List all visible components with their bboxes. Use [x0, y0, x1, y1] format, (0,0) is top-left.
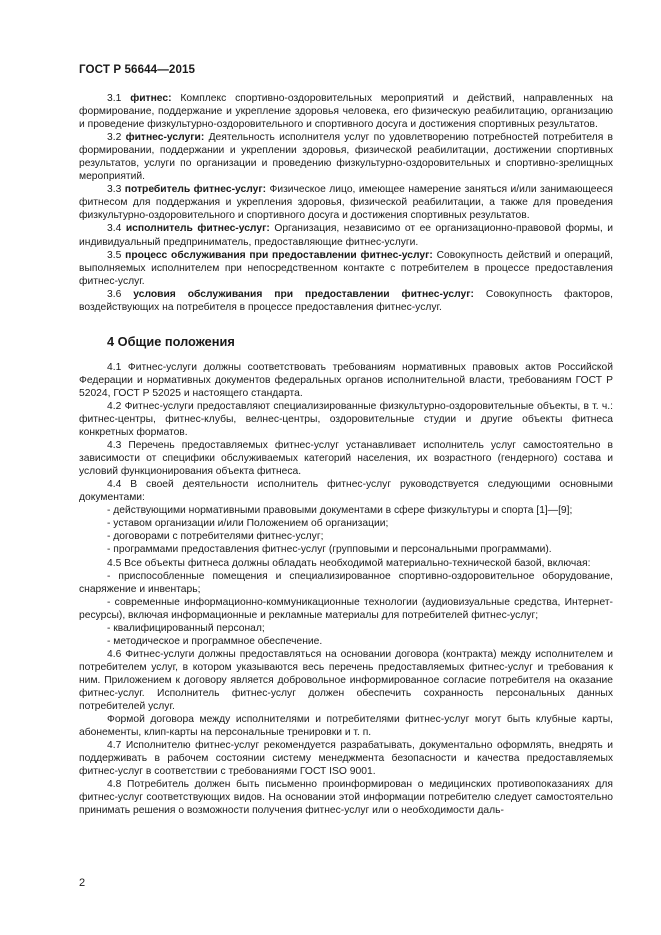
document-body: [79, 92, 613, 817]
page-number: 2: [79, 877, 86, 889]
paragraph-4-1: 4.1 Фитнес-услуги должны соответствовать требованиям нормативных правовых актов Российской Федерации и нормативных документов федеральных органов исполнительной власти, требованиям ГОСТ Р 52024, ГОСТ Р 52025 и настоящего стандарта.: [79, 361, 613, 399]
paragraph-4-8: 4.8 Потребитель должен быть письменно проинформирован о медицинских противопоказаниях для фитнес-услуг соответствующих видов. На основании этой информации потребителю следует самостоятельно принимать решения о возможности получения фитнес-услуг или о необходимости даль-: [79, 779, 613, 817]
definition-3-2: 3.2 фитнес-услуги: Деятельность исполнителя услуг по удовлетворению потребностей потребителя в формировании, поддержании и укреплении здоровья, физической реабилитации, достижении спортивных результатов, услуги по организации и проведению физкультурно-оздоровительных и спортивно-зрелищных мероприятий.: [79, 132, 613, 183]
paragraph-4-2: 4.2 Фитнес-услуги предоставляют специализированные физкультурно-оздоровительные объекты, в т. ч.: фитнес-центры, фитнес-клубы, велнес-центры, оздоровительные студии и другие объекты фитнеса конкретных форматов.: [79, 400, 613, 439]
paragraph-4-6: 4.6 Фитнес-услуги должны предоставляться на основании договора (контракта) между исполнителем и потребителем услуг, в котором указываются весь перечень предоставляемых фитнес-услуг и требования к ним. Приложением к договору является добровольное информированное согласие потребителя на оказание фитнес-услуг. Исполнитель фитнес-услуг должен обеспечить сохранность персональных данных потребителей услуг.: [79, 648, 613, 713]
paragraph-4-3: 4.3 Перечень предоставляемых фитнес-услуг устанавливает исполнитель услуг самостоятельно в зависимости от специфики обслуживаемых категорий населения, их возрастного (гендерного) состава и условий функционирования объекта фитнеса.: [79, 440, 613, 478]
list-item: - современные информационно-коммуникационные технологии (аудиовизуальные средства, Интернет-ресурсы), включая информационные и рекламные материалы для потребителей фитнес-услуг;: [79, 596, 613, 621]
paragraph-4-7: 4.7 Исполнителю фитнес-услуг рекомендуется разрабатывать, документально оформлять, внедрять и поддерживать в рабочем состоянии систему менеджмента безопасности и качества предоставляемых фитнес-услуг в соответствии с требованиями ГОСТ ISO 9001.: [79, 740, 613, 778]
list-item: - методическое и программное обеспечение.: [107, 635, 323, 647]
document-header: ГОСТ Р 56644—2015: [79, 63, 196, 76]
definition-3-1: 3.1 фитнес: Комплекс спортивно-оздоровительных мероприятий и действий, направленных на формирование, поддержание и укрепление здоровья человека, его физическую реабилитацию, организацию и проведение физкультурно-оздоровительного и спортивного досуга и достижения спортивных результатов.: [79, 93, 613, 131]
list-item: - уставом организации и/или Положением об организации;: [107, 518, 389, 530]
definition-3-6: 3.6 условия обслуживания при предоставлении фитнес-услуг: Совокупность факторов, воздействующих на потребителя в процессе предоставления фитнес-услуг.: [79, 288, 613, 313]
section-title: 4 Общие положения: [107, 333, 235, 349]
paragraph-4-6-contract-forms: Формой договора между исполнителями и потребителями фитнес-услуг могут быть клубные карты, абонементы, клип-карты на персональные тренировки и т. п.: [79, 714, 613, 739]
definition-3-4: 3.4 исполнитель фитнес-услуг: Организация, независимо от ее организационно-правовой формы, и индивидуальный предприниматель, предоставляющие фитнес-услуги.: [79, 223, 613, 248]
list-item: - приспособленные помещения и специализированное спортивно-оздоровительное оборудование, снаряжение и инвентарь;: [79, 570, 613, 595]
paragraph-4-4: 4.4 В своей деятельности исполнитель фитнес-услуг руководствуется следующими основными документами:: [79, 479, 613, 504]
list-item: - программами предоставления фитнес-услуг (групповыми и персональными программами).: [107, 544, 552, 556]
paragraph-4-5: 4.5 Все объекты фитнеса должны обладать необходимой материально-технической базой, включая:: [107, 557, 591, 569]
definition-3-3: 3.3 потребитель фитнес-услуг: Физическое лицо, имеющее намерение заняться и/или занимающееся фитнесом для поддержания и укрепления здоровья, физической реабилитации, а также для проведения физкультурно-оздоровительного и спортивного досуга и достижения спортивных результатов.: [79, 184, 613, 222]
definition-3-5: 3.5 процесс обслуживания при предоставлении фитнес-услуг: Совокупность действий и операций, выполняемых исполнителем при непосредственном контакте с потребителем в процессе предоставления фитнес-услуг.: [79, 249, 613, 287]
list-item: - квалифицированный персонал;: [107, 622, 265, 634]
list-item: - действующими нормативными правовыми документами в сфере физкультуры и спорта [1]—[9];: [107, 505, 573, 517]
list-item: - договорами с потребителями фитнес-услуг;: [107, 531, 324, 543]
